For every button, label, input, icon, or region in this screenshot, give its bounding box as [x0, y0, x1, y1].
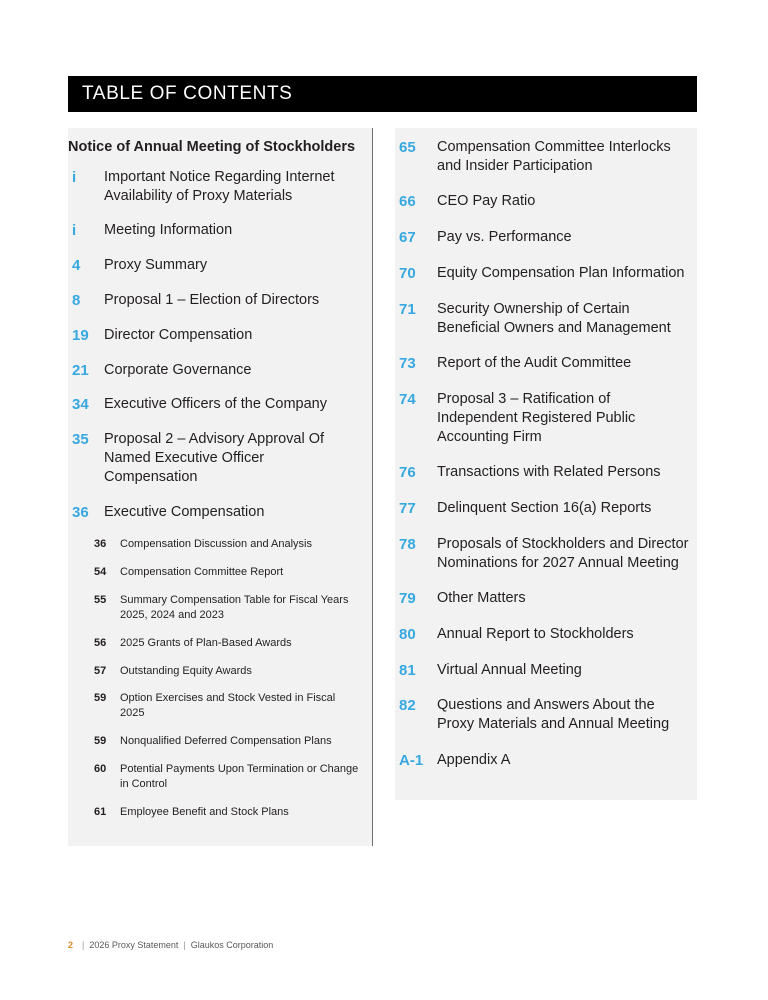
toc-subentry[interactable]: [68, 636, 360, 651]
toc-subentry[interactable]: [68, 565, 360, 580]
toc-entry[interactable]: [68, 221, 360, 241]
toc-entry[interactable]: [68, 168, 360, 206]
toc-subentry-label: Compensation Committee Report: [120, 566, 284, 579]
toc-entry[interactable]: [395, 535, 691, 573]
toc-entry-label: Other Matters: [437, 589, 526, 606]
toc-entry-page: 36: [72, 503, 89, 521]
toc-entry[interactable]: [68, 256, 360, 276]
toc-entry-page: 82: [399, 697, 416, 715]
toc-subentry-label: Compensation Discussion and Analysis: [120, 538, 312, 551]
footer-separator: |: [183, 940, 186, 950]
toc-entry-page: A-1: [399, 751, 424, 769]
toc-subentry-page: 36: [94, 538, 107, 551]
page-footer: [68, 940, 273, 950]
toc-subentry[interactable]: [68, 691, 360, 721]
toc-entry[interactable]: [395, 300, 691, 338]
toc-entry-page: 66: [399, 193, 416, 211]
toc-subentry-page: 60: [94, 762, 107, 775]
footer-separator: |: [82, 940, 85, 950]
toc-subentry-page: 57: [94, 664, 107, 677]
toc-entry-page: 80: [399, 625, 416, 643]
toc-entry-label: Proposal 2 – Advisory Approval Of Named Executive Officer Compensation: [104, 431, 325, 486]
toc-entry-label: Report of the Audit Committee: [437, 354, 632, 371]
toc-entry[interactable]: [68, 361, 360, 381]
toc-left-column: [68, 128, 373, 846]
toc-right-column: [395, 128, 697, 800]
footer-company-name: Glaukos Corporation: [190, 940, 274, 950]
page-title: TABLE OF CONTENTS: [82, 83, 293, 104]
toc-subentry-page: 56: [94, 636, 107, 649]
toc-entry[interactable]: [395, 751, 691, 771]
toc-subentry-label: Summary Compensation Table for Fiscal Years 2025, 2024 and 2023: [120, 594, 349, 621]
toc-entry-label: Executive Compensation: [104, 503, 265, 520]
toc-entry-page: 34: [72, 396, 89, 414]
toc-entry-label: Compensation Committee Interlocks and Insider Participation: [437, 139, 671, 175]
toc-entry[interactable]: [395, 390, 691, 447]
toc-subentry-label: Potential Payments Upon Termination or Change in Control: [120, 762, 359, 790]
toc-entry-page: 77: [399, 499, 416, 517]
toc-entry-page: 78: [399, 535, 416, 553]
toc-subentry-label: 2025 Grants of Plan-Based Awards: [120, 636, 292, 649]
toc-entry-label: Questions and Answers About the Proxy Materials and Annual Meeting: [437, 697, 670, 733]
toc-entry[interactable]: [395, 264, 691, 284]
toc-entry-label: CEO Pay Ratio: [437, 193, 536, 210]
toc-entry-page: 81: [399, 661, 416, 679]
toc-entry-label: Proposal 3 – Ratification of Independent Registered Public Accounting Firm: [437, 390, 636, 445]
toc-entry[interactable]: [395, 499, 691, 519]
footer-page-number: 2: [68, 940, 74, 950]
toc-subentry-page: 55: [94, 594, 107, 607]
toc-entry-label: Equity Compensation Plan Information: [437, 264, 685, 281]
page-header-bar: [68, 76, 697, 112]
toc-entry-label: Virtual Annual Meeting: [437, 661, 582, 678]
toc-entry[interactable]: [395, 138, 691, 176]
toc-entry[interactable]: [395, 696, 691, 734]
toc-entry-page: 65: [399, 139, 416, 156]
toc-subentry[interactable]: [68, 664, 360, 679]
toc-subentry[interactable]: [68, 537, 360, 552]
toc-subentry[interactable]: [68, 734, 360, 749]
toc-entry-label: Director Compensation: [104, 326, 253, 343]
toc-entry-label: Executive Officers of the Company: [104, 396, 327, 413]
toc-entry-page: 70: [399, 264, 416, 282]
toc-entry-label: Proposals of Stockholders and Director Nominations for 2027 Annual Meeting: [437, 535, 689, 571]
toc-subentry-label: Employee Benefit and Stock Plans: [120, 805, 289, 818]
toc-entry-label: Proxy Summary: [104, 257, 208, 274]
toc-entry-label: Appendix A: [437, 751, 511, 768]
toc-entry-page: 19: [72, 326, 89, 344]
toc-entry-label: Transactions with Related Persons: [437, 464, 661, 481]
toc-entry[interactable]: [395, 661, 691, 681]
toc-subentry-page: 61: [94, 805, 107, 818]
toc-entry-page: 79: [399, 589, 416, 607]
toc-entry-label: Corporate Governance: [104, 361, 252, 378]
toc-entry-label: Proposal 1 – Election of Directors: [104, 291, 320, 308]
toc-entry-page: 73: [399, 354, 416, 372]
toc-entry-page: 21: [72, 361, 89, 379]
toc-entry-page: 76: [399, 464, 416, 482]
toc-entry[interactable]: [68, 395, 360, 415]
toc-entry-label: Important Notice Regarding Internet Availability of Proxy Materials: [104, 169, 335, 205]
toc-entry[interactable]: [395, 589, 691, 609]
section-heading-notice: Notice of Annual Meeting of Stockholders: [68, 139, 356, 155]
footer-document-name: 2026 Proxy Statement: [89, 940, 179, 950]
toc-entry-label: Pay vs. Performance: [437, 229, 572, 246]
toc-entry[interactable]: [68, 503, 360, 523]
toc-entry-label: Annual Report to Stockholders: [437, 625, 634, 642]
toc-entry[interactable]: [68, 430, 360, 487]
toc-subentry[interactable]: [68, 805, 360, 820]
toc-entry-page: 74: [399, 390, 416, 408]
toc-entry-page: i: [72, 222, 77, 240]
toc-subentry-page: 59: [94, 692, 107, 705]
toc-subentry-page: 59: [94, 735, 107, 748]
toc-entry[interactable]: [395, 228, 691, 248]
toc-entry[interactable]: [68, 326, 360, 346]
toc-entry-page: 4: [72, 257, 81, 275]
toc-subentry-label: Option Exercises and Stock Vested in Fiscal 2025: [120, 692, 336, 720]
toc-entry[interactable]: [395, 625, 691, 645]
toc-entry[interactable]: [68, 291, 360, 311]
toc-entry-page: 67: [399, 229, 416, 247]
toc-entry-page: 35: [72, 431, 89, 449]
toc-entry-label: Meeting Information: [104, 222, 233, 239]
toc-entry-label: Security Ownership of Certain Beneficial Owners and Management: [437, 300, 671, 336]
toc-entry[interactable]: [395, 354, 691, 374]
toc-entry-label: Delinquent Section 16(a) Reports: [437, 499, 652, 516]
toc-subentry-label: Outstanding Equity Awards: [120, 664, 252, 677]
toc-entry-page: 71: [399, 300, 416, 318]
toc-entry-page: i: [72, 169, 77, 187]
toc-entry[interactable]: [395, 192, 691, 212]
toc-subentry[interactable]: [68, 593, 360, 623]
toc-subentry[interactable]: [68, 762, 360, 792]
toc-entry-page: 8: [72, 291, 81, 309]
toc-subentry-page: 54: [94, 566, 107, 579]
toc-entry[interactable]: [395, 463, 691, 483]
toc-subentry-label: Nonqualified Deferred Compensation Plans: [120, 735, 332, 748]
